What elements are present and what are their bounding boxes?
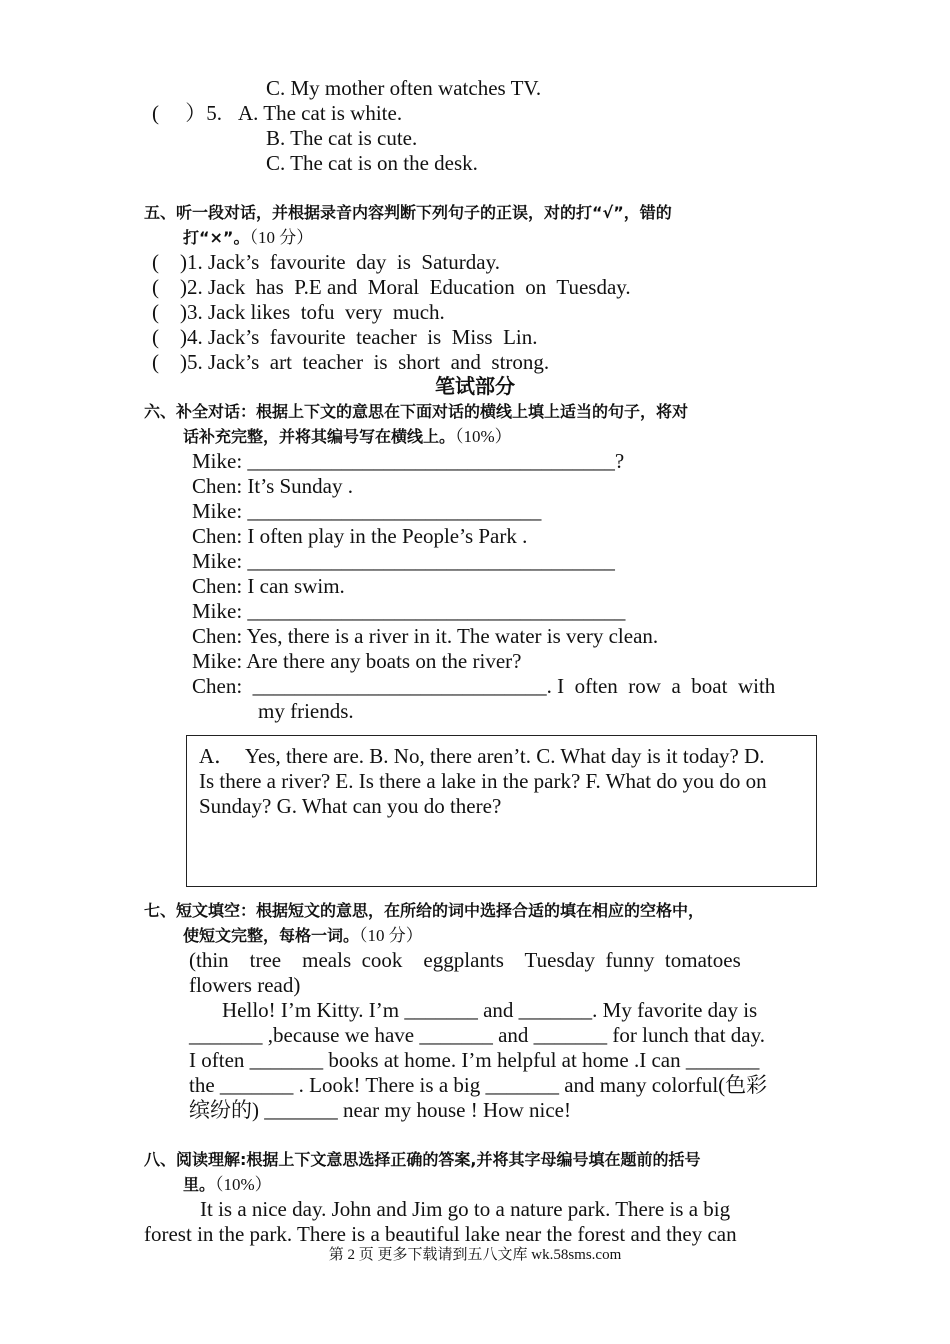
section5-item-4: ( )4. Jack’s favourite teacher is Miss Lin.	[152, 325, 538, 349]
section7-heading-line1: 七、短文填空：根据短文的意思，在所给的词中选择合适的填在相应的空格中，	[144, 901, 705, 920]
dialogue-line-9: Mike: Are there any boats on the river?	[192, 649, 522, 673]
passage-line-5: 缤纷的) _______ near my house ! How nice!	[189, 1098, 571, 1122]
section5-heading-line1: 五、听一段对话，并根据录音内容判断下列句子的正误，对的打“√”，错的	[144, 203, 672, 222]
reading-passage-line-2: forest in the park. There is a beautiful lake near the forest and they can	[144, 1222, 737, 1246]
written-part-title: 笔试部分	[435, 374, 515, 398]
option-c-line: C. My mother often watches TV.	[266, 76, 542, 100]
options-line-3: Sunday? G. What can you do there?	[199, 794, 502, 818]
question-5-bracket: ( ）5.	[152, 101, 222, 125]
options-line-2: Is there a river? E. Is there a lake in the park? F. What do you do on	[199, 769, 767, 793]
section6-heading-line1: 六、补全对话：根据上下文的意思在下面对话的横线上填上适当的句子，将对	[144, 402, 689, 421]
section6-score: （10%）	[455, 427, 512, 446]
dialogue-line-10-cont: my friends.	[258, 699, 354, 723]
passage-line-3: I often _______ books at home. I’m helpful at home .I can _______	[189, 1048, 760, 1072]
section7-heading-line2	[183, 923, 423, 948]
dialogue-line-6: Chen: I can swim.	[192, 574, 345, 598]
section8-heading-line1: 八、阅读理解:根据上下文意思选择正确的答案,并将其字母编号填在题前的括号	[144, 1150, 701, 1169]
reading-passage-line-1: It is a nice day. John and Jim go to a nature park. There is a big	[200, 1197, 731, 1221]
section5-heading-line2	[183, 225, 313, 250]
section5-item-1: ( )1. Jack’s favourite day is Saturday.	[152, 250, 500, 274]
question-5-option-b: B. The cat is cute.	[266, 126, 418, 150]
section8-heading-text: 里。	[183, 1175, 216, 1194]
section5-item-5: ( )5. Jack’s art teacher is short and strong.	[152, 350, 550, 374]
question-5-option-c: C. The cat is on the desk.	[266, 151, 478, 175]
section8-score: （10%）	[215, 1175, 272, 1194]
page-footer: 第 2 页 更多下载请到五八文库 wk.58sms.com	[328, 1247, 622, 1263]
dialogue-line-8: Chen: Yes, there is a river in it. The water is very clean.	[192, 624, 659, 648]
dialogue-line-2: Chen: It’s Sunday .	[192, 474, 353, 498]
section6-heading-line2	[183, 424, 512, 449]
section8-heading-line2	[183, 1172, 272, 1197]
word-bank-line-2: flowers read)	[189, 973, 301, 997]
passage-line-1: Hello! I’m Kitty. I’m _______ and _______. My favorite day is	[222, 998, 758, 1022]
options-line-1: A． Yes, there are. B. No, there aren’t. C. What day is it today? D.	[199, 744, 765, 768]
dialogue-line-7: Mike: ____________________________________	[192, 599, 626, 623]
word-bank-line-1: (thin tree meals cook eggplants Tuesday funny tomatoes	[189, 948, 741, 972]
dialogue-line-5: Mike: ___________________________________	[192, 549, 615, 573]
dialogue-line-10: Chen: ____________________________. I often row a boat with	[192, 674, 776, 698]
passage-line-2: _______ ,because we have _______ and _______ for lunch that day.	[189, 1023, 765, 1047]
section5-heading-text: 打“×”。	[183, 228, 250, 247]
section7-heading-text: 使短文完整，每格一词。	[183, 926, 360, 945]
dialogue-line-3: Mike: ____________________________	[192, 499, 542, 523]
section5-item-2: ( )2. Jack has P.E and Moral Education on Tuesday.	[152, 275, 631, 299]
passage-line-4: the _______ . Look! There is a big _______ and many colorful(色彩	[189, 1073, 768, 1097]
question-5-option-a: A. The cat is white.	[238, 101, 403, 125]
section7-score: （10 分）	[359, 926, 423, 945]
dialogue-line-1: Mike: ___________________________________?	[192, 449, 625, 473]
dialogue-line-4: Chen: I often play in the People’s Park .	[192, 524, 528, 548]
section6-heading-text: 话补充完整，并将其编号写在横线上。	[183, 427, 456, 446]
section5-score: （10 分）	[249, 228, 314, 247]
section5-item-3: ( )3. Jack likes tofu very much.	[152, 300, 445, 324]
